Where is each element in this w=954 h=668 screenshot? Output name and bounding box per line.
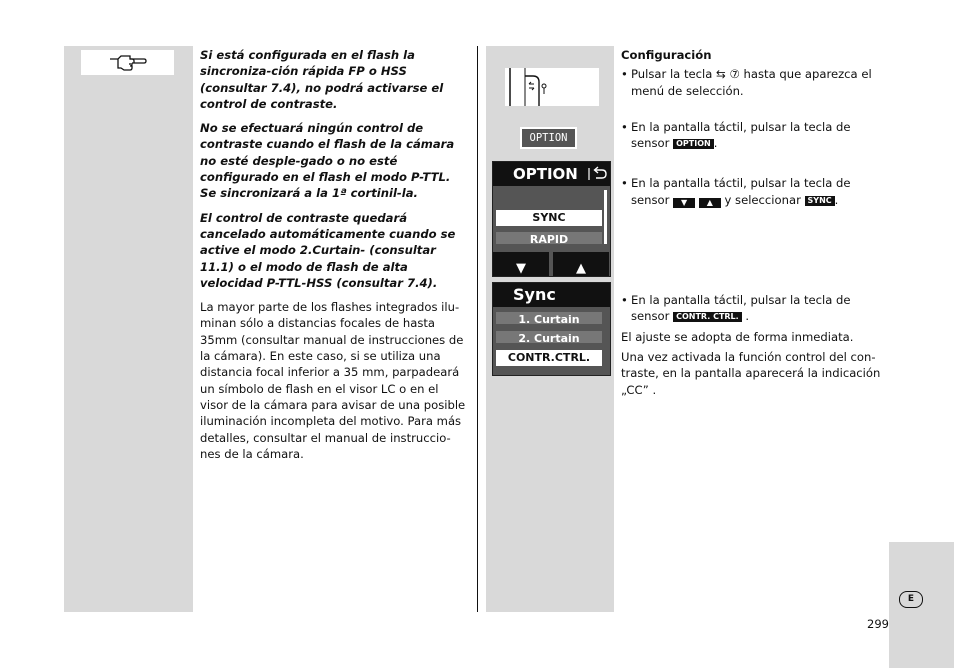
menu-item-sync[interactable]: SYNC <box>496 210 602 226</box>
option-key-label: OPTION <box>522 129 575 147</box>
up-arrow-button[interactable] <box>553 252 609 276</box>
result-paragraph: El ajuste se adopta de forma inmediata. <box>621 329 854 344</box>
menu-item-1-curtain[interactable]: 1. Curtain <box>496 312 602 324</box>
step-4: • En la pantalla táctil, pulsar la tecla de sensor CONTR. CTRL. . <box>621 292 883 325</box>
page-number: 299 <box>867 617 889 631</box>
down-arrow-button[interactable] <box>493 252 549 276</box>
section-heading: Configuración <box>621 48 712 62</box>
step-2: • En la pantalla táctil, pulsar la tecla de sensor OPTION . <box>621 119 883 152</box>
left-text-column <box>200 47 468 470</box>
scrollbar[interactable] <box>604 190 607 244</box>
return-icon[interactable] <box>588 166 608 182</box>
number-7-icon: ⑦ <box>729 67 740 82</box>
language-badge: E <box>899 591 923 608</box>
down-arrow-chip: ▼ <box>673 198 695 208</box>
option-chip: OPTION <box>673 139 714 149</box>
left-margin-band <box>64 46 193 612</box>
note-paragraph-1: Si está configurada en el flash la sincroniza-ción rápida FP o HSS (consultar 7.4), no podrá activarse el control de contraste. <box>200 48 444 111</box>
contr-ctrl-chip: CONTR. CTRL. <box>673 312 742 322</box>
menu-item-rapid[interactable]: RAPID <box>496 232 602 244</box>
menu-item-contr-ctrl[interactable]: CONTR.CTRL. <box>496 350 602 366</box>
option-screen <box>492 161 611 277</box>
option-screen-title: OPTION <box>493 162 610 186</box>
menu-item-2-curtain[interactable]: 2. Curtain <box>496 331 602 343</box>
step-3: • En la pantalla táctil, pulsar la tecla de sensor ▼ ▲ y seleccionar SYNC . <box>621 175 883 208</box>
option-key[interactable] <box>520 127 577 149</box>
sync-screen-title: Sync <box>493 283 610 307</box>
note-paragraph-2: No se efectuará ningún control de contraste cuando el flash de la cámara no esté desple-gado o no esté configurado en el flash el modo P-TTL. Se sincronizará a la 1ª cortinil-la. <box>200 121 455 201</box>
sync-screen <box>492 282 611 376</box>
column-divider <box>477 46 478 612</box>
pointing-hand-icon <box>108 53 148 73</box>
cc-paragraph: Una vez activada la función control del con-traste, en la pantalla aparecerá la indicación „CC” . <box>621 349 881 397</box>
page-tab-band <box>889 542 954 668</box>
note-box <box>81 50 174 75</box>
step-1: • Pulsar la tecla ⇆ ⑦ hasta que aparezca el menú de selección. <box>621 66 883 99</box>
mode-switch-icon: ⇆ <box>716 67 726 82</box>
down-arrow-icon: ▼ <box>516 260 526 276</box>
up-arrow-chip: ▲ <box>699 198 721 208</box>
right-text-column <box>621 47 883 398</box>
steps-list <box>621 66 883 324</box>
flash-body-illustration <box>505 68 599 106</box>
flash-panel-icon <box>505 68 599 106</box>
sync-chip: SYNC <box>805 196 835 206</box>
note-paragraph-3: El control de contraste quedará cancelado automáticamente cuando se active el modo 2.Curtain- (consultar 11.1) o el modo de flash de alta velocidad P-TTL-HSS (consultar 7.4). <box>200 210 456 290</box>
body-paragraph: La mayor parte de los flashes integrados ilu-minan sólo a distancias focales de hasta 35mm (consultar manual de instrucciones de la cámara). En este caso, si se utiliza una distancia focal inferior a 35 mm, parpadeará un símbolo de flash en el visor LC o en el visor de la cámara para avisar de una posible iluminación incompleta del motivo. Para más detalles, consultar el manual de instruccio-nes de la cámara. <box>200 300 466 461</box>
up-arrow-icon: ▲ <box>576 260 586 276</box>
